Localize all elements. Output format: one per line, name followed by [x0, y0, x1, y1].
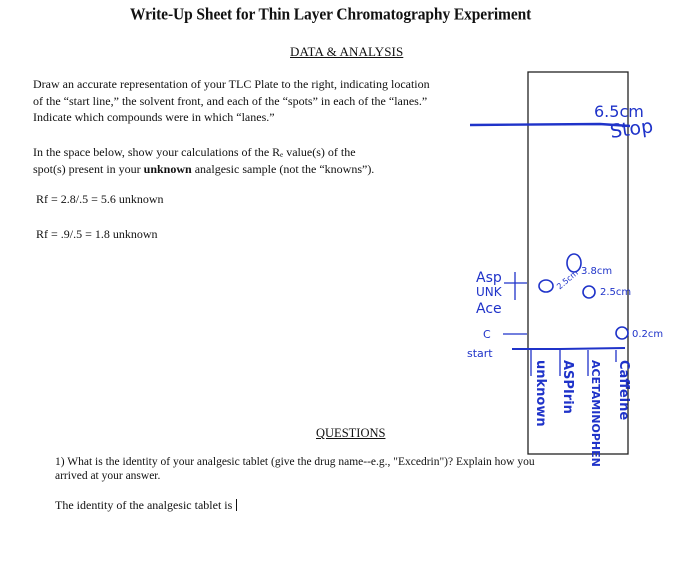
- instruction-line: spot(s) present in your unknown analgesic sample (not the “knowns”).: [33, 161, 375, 176]
- page-title: Write-Up Sheet for Thin Layer Chromatography Experiment: [130, 5, 532, 24]
- spot-distance-label: 0.2cm: [632, 329, 664, 340]
- question-line: 1) What is the identity of your analgesic tablet (give the drug name--e.g., "Excedrin")? Explain how you: [55, 456, 535, 468]
- answer-prompt: The identity of the analgesic tablet is: [55, 498, 233, 512]
- lane-label-asp: Asp: [476, 270, 502, 286]
- spot: [583, 286, 595, 298]
- start-line: [512, 348, 625, 349]
- spot-distance-label: 2.5cm: [555, 268, 580, 292]
- instruction-line: of the “start line,” the solvent front, and each of the “spots” in each of the “lanes.”: [33, 93, 428, 108]
- section-subtitle: DATA & ANALYSIS: [290, 44, 404, 59]
- solvent-front-line: [470, 124, 630, 126]
- lane-label-c: C: [483, 328, 491, 341]
- spot-distance-label: 2.5cm: [600, 287, 632, 298]
- spot: [616, 327, 628, 339]
- lane-label-ace: Ace: [476, 301, 502, 317]
- instruction-line: Draw an accurate representation of your TLC Plate to the right, indicating location: [33, 77, 430, 91]
- stop-label: Stop: [608, 115, 655, 143]
- start-label: start: [467, 347, 493, 360]
- question-line: arrived at your answer.: [55, 470, 161, 482]
- questions-heading: QUESTIONS: [316, 426, 386, 440]
- solvent-front-label: 6.5cm: [594, 102, 644, 121]
- rf-calculation-2: Rf = .9/.5 = 1.8 unknown: [36, 227, 158, 241]
- spot-distance-label: 3.8cm: [581, 266, 613, 277]
- instruction-line: Indicate which compounds were in which “lanes.”: [33, 110, 275, 124]
- spot: [539, 280, 553, 292]
- lane-label-aspirin: ASPIrin: [560, 360, 575, 414]
- lane-label-unknown: unknown: [533, 360, 548, 427]
- rf-calculation-1: Rf = 2.8/.5 = 5.6 unknown: [36, 192, 164, 206]
- lane-label-acetaminophen: ACETAMINOPHEN: [589, 360, 602, 467]
- instruction-line: In the space below, show your calculations of the Rₑ value(s) of the: [33, 145, 356, 159]
- lane-label-caffeine: Caffeine: [616, 360, 631, 421]
- lane-label-unk: UNK: [476, 285, 502, 299]
